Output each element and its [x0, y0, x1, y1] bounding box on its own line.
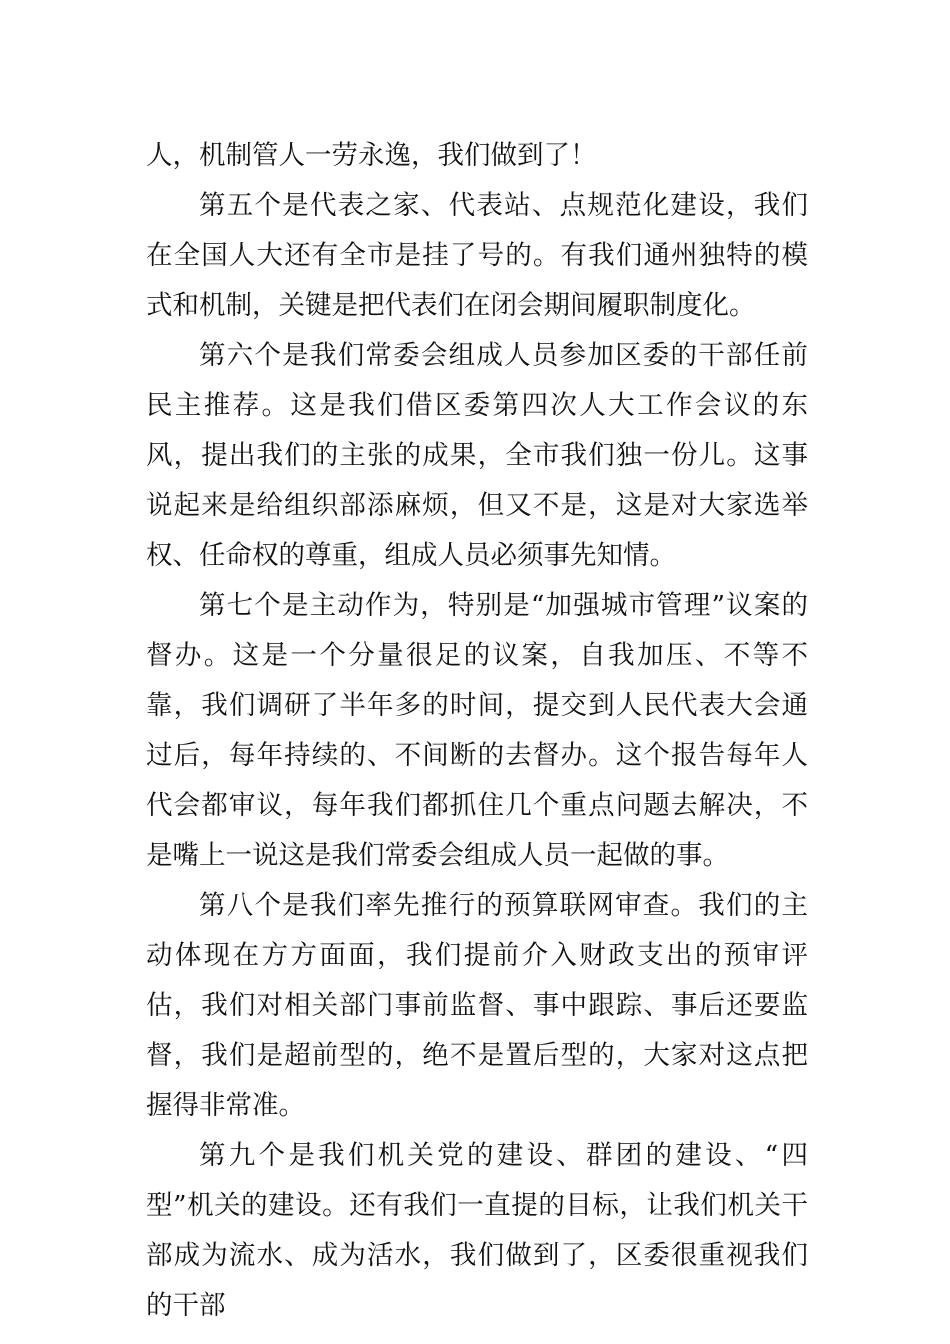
- paragraph-eighth-item: 第八个是我们率先推行的预算联网审查。我们的主动体现在方方面面，我们提前介入财政支出的预审评估，我们对相关部门事前监督、事中跟踪、事后还要监督，我们是超前型的，绝不是置后型的，大家对这点把握得非常准。: [146, 890, 808, 1121]
- paragraph-fifth-item: 第五个是代表之家、代表站、点规范化建设，我们在全国人大还有全市是挂了号的。有我们通州独特的模式和机制，关键是把代表们在闭会期间履职制度化。: [146, 190, 808, 321]
- paragraph-sixth-item: 第六个是我们常委会组成人员参加区委的干部任前民主推荐。这是我们借区委第四次人大工作会议的东风，提出我们的主张的成果，全市我们独一份儿。这事说起来是给组织部添麻烦，但又不是，这是对大家选举权、任命权的尊重，组成人员必须事先知情。: [146, 340, 808, 571]
- document-body: [146, 131, 808, 1331]
- paragraph-continuation: 人，机制管人一劳永逸，我们做到了！: [146, 140, 597, 171]
- paragraph-ninth-item: 第九个是我们机关党的建设、群团的建设、“四型”机关的建设。还有我们一直提的目标，让我们机关干部成为流水、成为活水，我们做到了，区委很重视我们的干部: [146, 1140, 808, 1321]
- paragraph-seventh-item: 第七个是主动作为，特别是“加强城市管理”议案的督办。这是一个分量很足的议案，自我加压、不等不靠，我们调研了半年多的时间，提交到人民代表大会通过后，每年持续的、不间断的去督办。这个报告每年人代会都审议，每年我们都抓住几个重点问题去解决，不是嘴上一说这是我们常委会组成人员一起做的事。: [146, 590, 808, 871]
